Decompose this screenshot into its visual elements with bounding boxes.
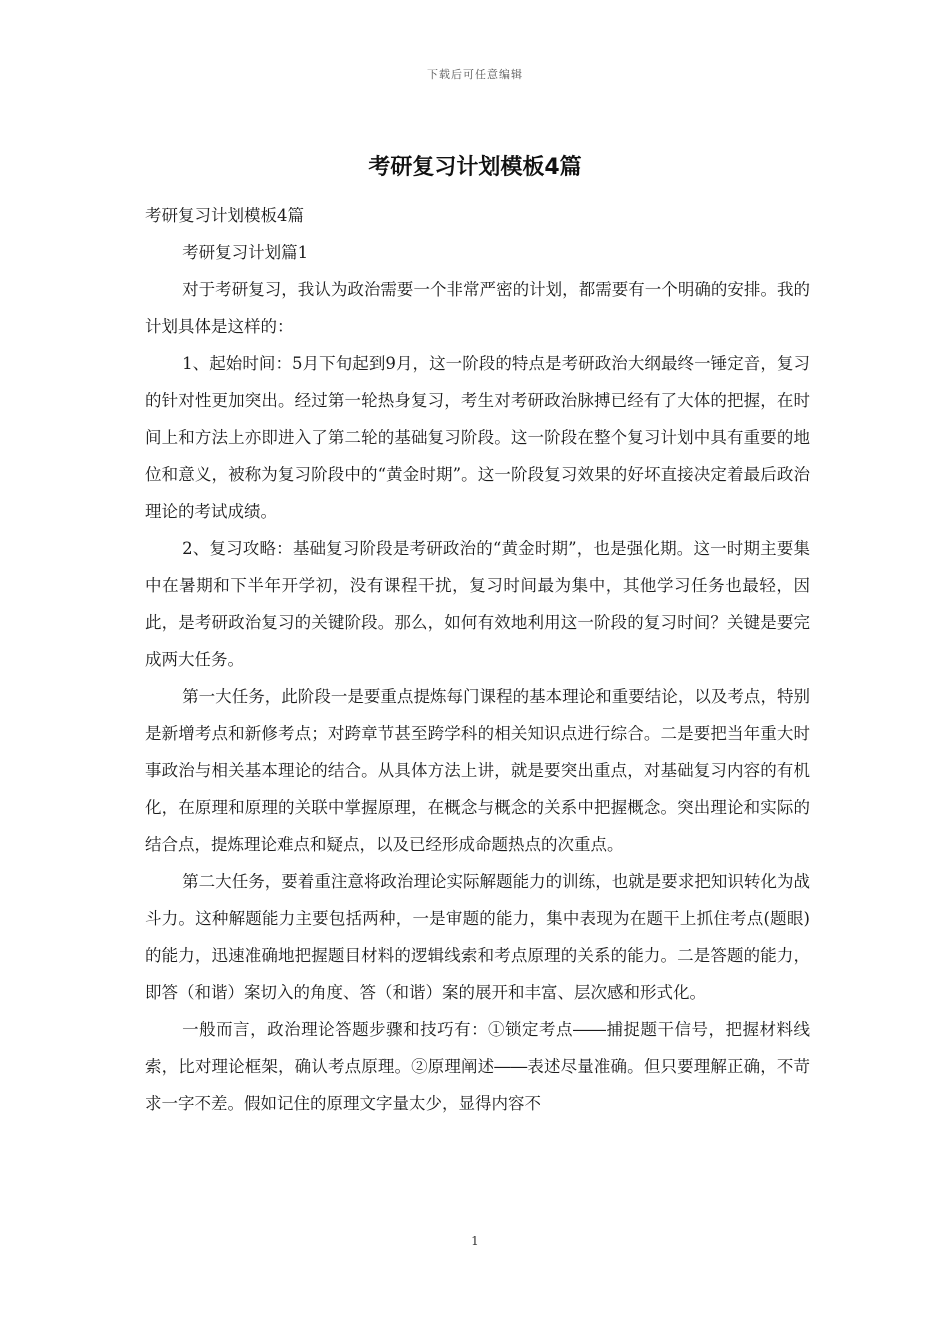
document-title: 考研复习计划模板4篇 [368, 155, 582, 180]
paragraph-start-time: 1、起始时间：5月下旬起到9月，这一阶段的特点是考研政治大纲最终一锤定音，复习的针对性更加突出。经过第一轮热身复习，考生对考研政治脉搏已经有了大体的把握，在时间上和方法上亦即进入了第二轮的基础复习阶段。这一阶段在整个复习计划中具有重要的地位和意义，被称为复习阶段中的“黄金时期”。这一阶段复习效果的好坏直接决定着最后政治理论的考试成绩。 [145, 354, 810, 521]
document-body [145, 197, 810, 1122]
paragraph-task-one: 第一大任务，此阶段一是要重点提炼每门课程的基本理论和重要结论，以及考点，特别是新增考点和新修考点；对跨章节甚至跨学科的相关知识点进行综合。二是要把当年重大时事政治与相关基本理论的结合。从具体方法上讲，就是要突出重点，对基础复习内容的有机化，在原理和原理的关联中掌握原理，在概念与概念的关系中把握概念。突出理论和实际的结合点，提炼理论难点和疑点，以及已经形成命题热点的次重点。 [145, 687, 810, 854]
paragraph-strategy: 2、复习攻略：基础复习阶段是考研政治的“黄金时期”，也是强化期。这一时期主要集中在暑期和下半年开学初，没有课程干扰，复习时间最为集中，其他学习任务也最轻，因此，是考研政治复习的关键阶段。那么，如何有效地利用这一阶段的复习时间？关键是要完成两大任务。 [145, 539, 810, 669]
page-number: 1 [471, 1234, 479, 1248]
paragraph-intro: 对于考研复习，我认为政治需要一个非常严密的计划，都需要有一个明确的安排。我的计划具体是这样的： [145, 280, 810, 336]
section-heading: 考研复习计划篇1 [182, 243, 309, 262]
paragraph-answer-steps: 一般而言，政治理论答题步骤和技巧有：①锁定考点――捕捉题干信号，把握材料线索，比对理论框架，确认考点原理。②原理阐述――表述尽量准确。但只要理解正确，不苛求一字不差。假如记住的原理文字量太少，显得内容不 [145, 1020, 810, 1113]
page-header: 下载后可任意编辑 [427, 68, 523, 81]
document-subtitle: 考研复习计划模板4篇 [145, 206, 304, 225]
paragraph-task-two: 第二大任务，要着重注意将政治理论实际解题能力的训练，也就是要求把知识转化为战斗力。这种解题能力主要包括两种，一是审题的能力，集中表现为在题干上抓住考点(题眼)的能力，迅速准确地把握题目材料的逻辑线索和考点原理的关系的能力。二是答题的能力，即答（和谐）案切入的角度、答（和谐）案的展开和丰富、层次感和形式化。 [145, 872, 810, 1002]
